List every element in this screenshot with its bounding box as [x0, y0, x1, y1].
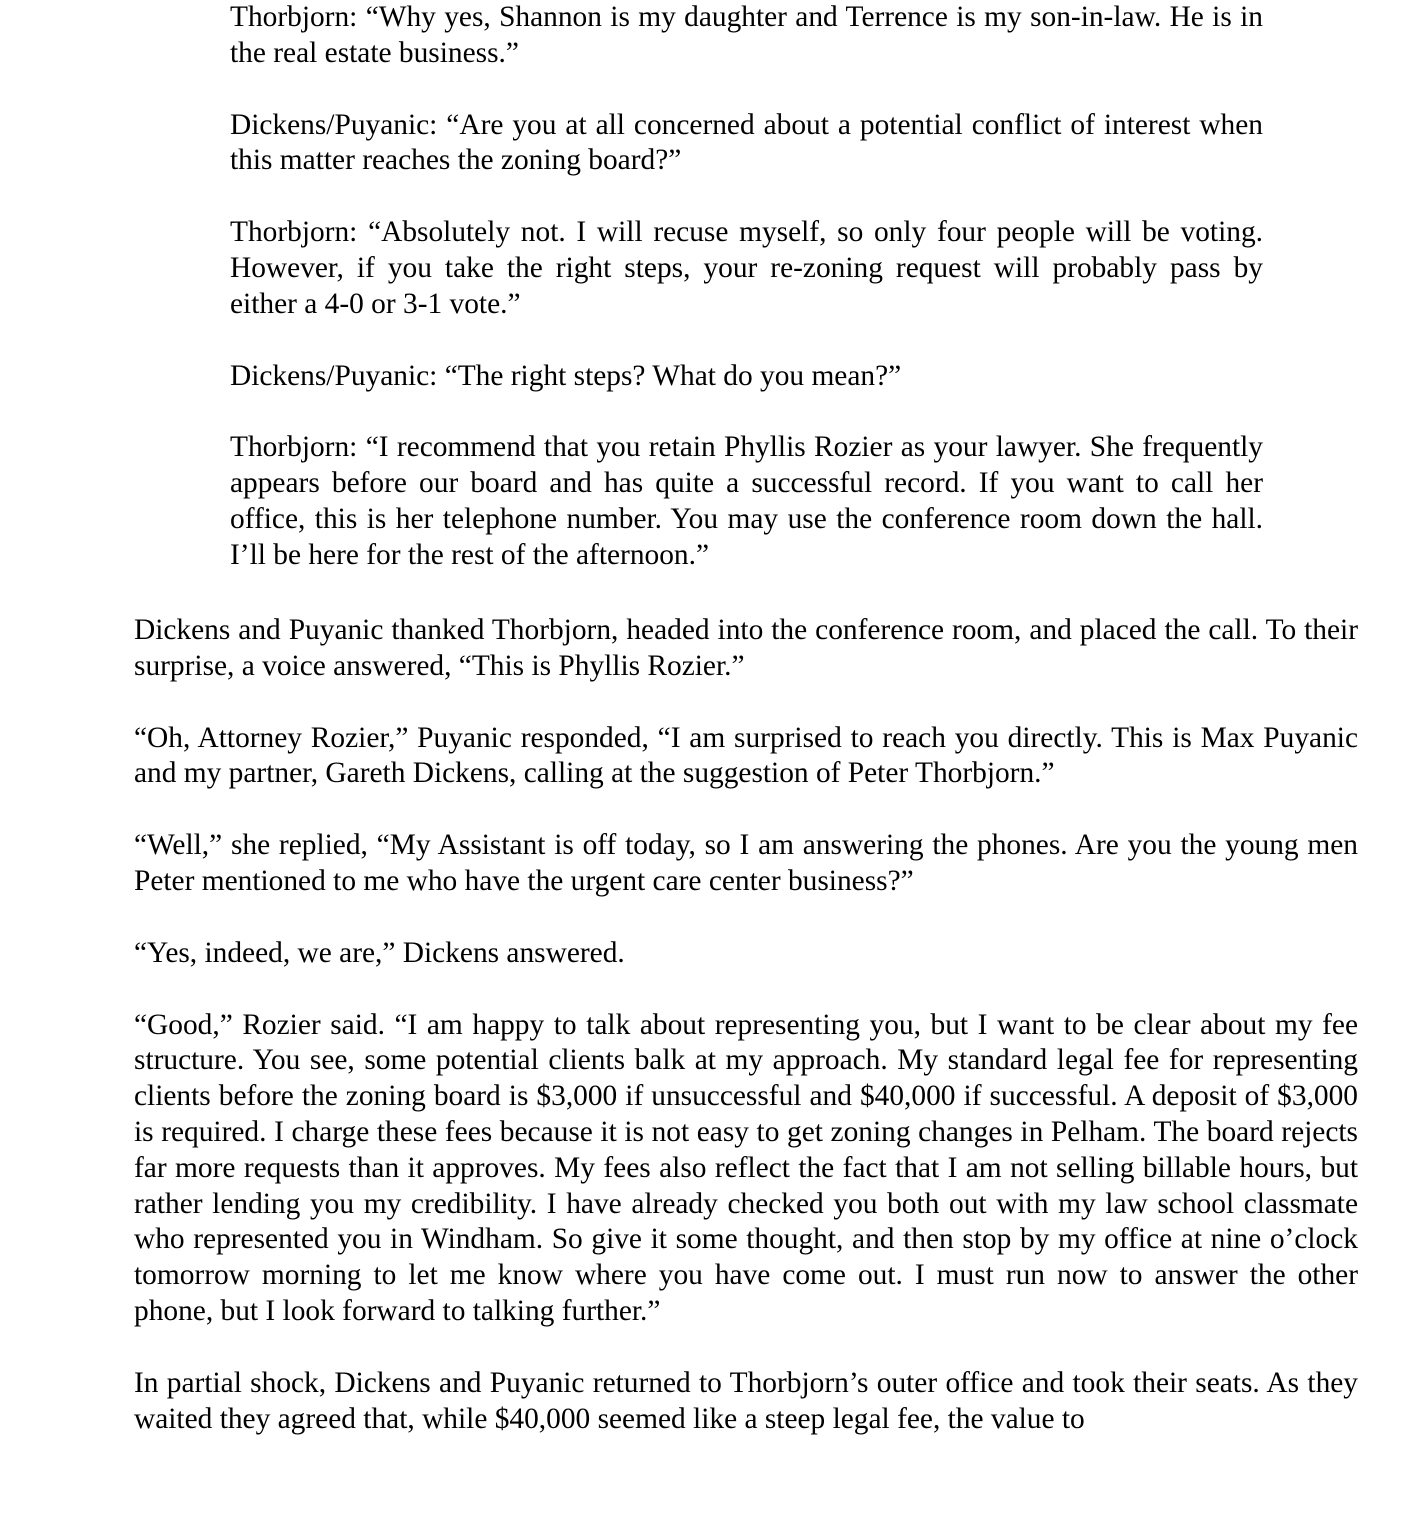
speaker-name: Thorbjorn: [230, 431, 358, 464]
narrative-block [134, 613, 1358, 1437]
dialogue-text: “Absolutely not. I will recuse myself, so only four people will be voting. However, if you take the right steps, your re-zoning request will probably pass by either a 4-0 or 3-1 vote.” [230, 216, 1263, 320]
dialogue-block [230, 0, 1263, 574]
speaker-name: Dickens/Puyanic: [230, 108, 438, 141]
dialogue-text: “Are you at all concerned about a potential conflict of interest when this matter reaches the zoning board?” [230, 108, 1263, 177]
dialogue-line [230, 0, 1263, 72]
narrative-paragraph: Dickens and Puyanic thanked Thorbjorn, headed into the conference room, and placed the call. To their surprise, a voice answered, “This is Phyllis Rozier.” [134, 614, 1358, 682]
narrative-paragraph: “Oh, Attorney Rozier,” Puyanic responded, “I am surprised to reach you directly. This is Max Puyanic and my partner, Gareth Dickens, calling at the suggestion of Peter Thorbjorn.” [134, 721, 1358, 790]
dialogue-text: “I recommend that you retain Phyllis Rozier as your lawyer. She frequently appears before our board and has quite a successful record. If you want to call her office, this is her telephone number. You may use the conference room down the hall. I’ll be here for the rest of the afternoon.” [230, 431, 1263, 571]
dialogue-line [230, 215, 1263, 322]
speaker-name: Thorbjorn: [230, 1, 358, 33]
speaker-name: Thorbjorn: [230, 216, 358, 249]
narrative-paragraph: “Well,” she replied, “My Assistant is off today, so I am answering the phones. Are you the young men Peter mentioned to me who have the urgent care center business?” [134, 829, 1358, 897]
dialogue-line [230, 108, 1263, 180]
dialogue-text: “The right steps? What do you mean?” [444, 359, 902, 392]
dialogue-line [230, 359, 1263, 395]
dialogue-line [230, 430, 1263, 573]
narrative-paragraph: “Yes, indeed, we are,” Dickens answered. [134, 936, 625, 969]
dialogue-text: “Why yes, Shannon is my daughter and Terrence is my son-in-law. He is in the real estate business.” [230, 1, 1263, 69]
speaker-name: Dickens/Puyanic: [230, 359, 438, 392]
narrative-paragraph: “Good,” Rozier said. “I am happy to talk about representing you, but I want to be clear about my fee structure. You see, some potential clients balk at my approach. My standard legal fee for representing clients before the zoning board is $3,000 if unsuccessful and $40,000 if successful. A deposit of $3,000 is required. I charge these fees because it is not easy to get zoning changes in Pelham. The board rejects far more requests than it approves. My fees also reflect the fact that I am not selling billable hours, but rather lending you my credibility. I have already checked you both out with my law school classmate who represented you in Windham. So give it some thought, and then stop by my office at nine o’clock tomorrow morning to let me know where you have come out. I must run now to answer the other phone, but I look forward to talking further.” [134, 1008, 1358, 1327]
narrative-paragraph: In partial shock, Dickens and Puyanic returned to Thorbjorn’s outer office and took their seats. As they waited they agreed that, while $40,000 seemed like a steep legal fee, the value to [134, 1366, 1358, 1435]
